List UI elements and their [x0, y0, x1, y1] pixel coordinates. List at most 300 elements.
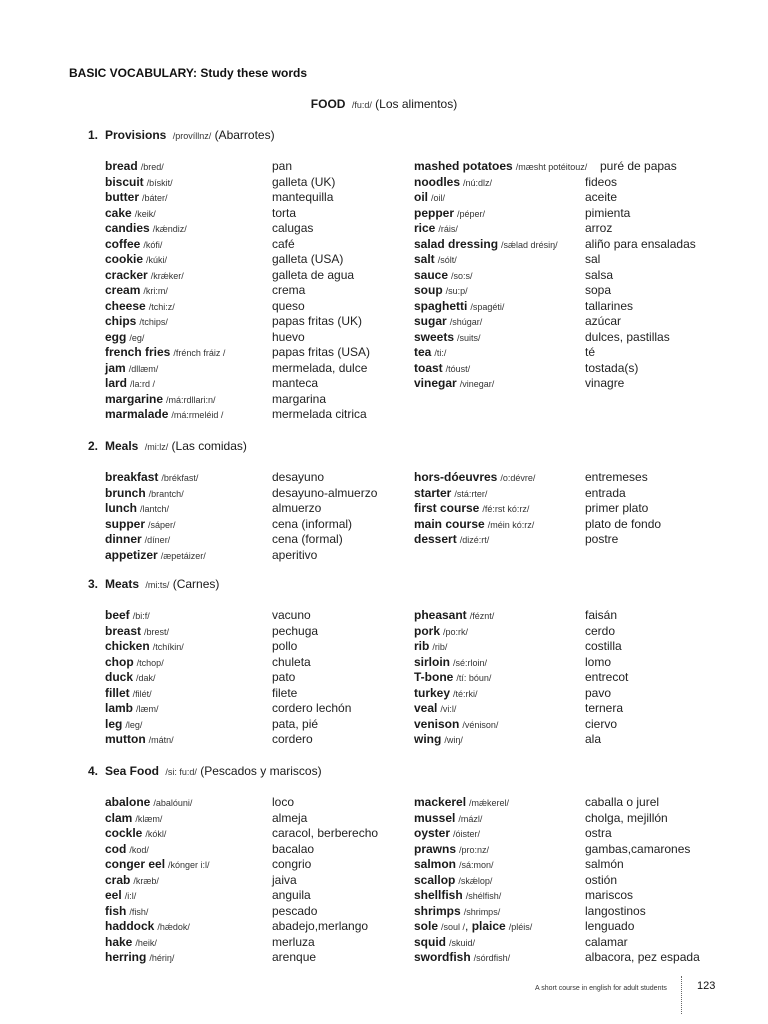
english-term	[105, 268, 184, 285]
spanish-translation: caballa o jurel	[585, 795, 660, 809]
term-word: dinner	[105, 532, 142, 546]
english-term	[105, 376, 155, 393]
spanish-translation: huevo	[272, 329, 305, 344]
term-word: hake	[105, 934, 133, 949]
spanish-translation: tallarines	[585, 298, 634, 313]
vocabulary-row	[0, 283, 768, 299]
spanish-translation: desayuno-almuerzo	[272, 485, 378, 500]
section-heading	[88, 128, 275, 142]
english-term	[105, 361, 158, 378]
term-word: chop	[105, 654, 134, 669]
term-phonetic: /krǽker/	[150, 270, 184, 281]
vocabulary-row	[0, 299, 768, 315]
vocabulary-row	[0, 486, 768, 502]
spanish-translation: galleta (UK)	[272, 174, 336, 189]
spanish-translation: filete	[272, 685, 298, 700]
section-name: Provisions	[105, 128, 167, 142]
term-word: french fries	[105, 345, 171, 359]
spanish-translation: vacuno	[272, 608, 311, 622]
term-phonetic: /i:l/	[124, 891, 137, 901]
english-term	[105, 919, 190, 936]
term-phonetic: /sá:mon/	[459, 860, 494, 870]
spanish-translation: entremeses	[585, 470, 648, 484]
vocabulary-row	[0, 548, 768, 564]
term-word: eel	[105, 888, 122, 902]
term-word: spaghetti	[414, 298, 468, 313]
term-word: herring	[105, 950, 147, 964]
spanish-translation: dulces, pastillas	[585, 329, 670, 344]
term-word: cod	[105, 841, 127, 856]
spanish-translation: mantequilla	[272, 190, 334, 204]
english-term	[105, 330, 144, 347]
term-word: fish	[105, 903, 127, 918]
english-term	[105, 826, 166, 843]
term-phonetic: /shrimps/	[463, 906, 501, 917]
term-phonetic: /vénison/	[462, 719, 499, 730]
term-word: beef	[105, 608, 130, 622]
term-phonetic: /kúki/	[146, 255, 168, 265]
term-phonetic: /kod/	[129, 844, 149, 855]
section-name: Meals	[105, 439, 139, 453]
term-word: sirloin	[414, 654, 451, 669]
term-phonetic: /leg/	[125, 719, 143, 730]
term-word: rib	[414, 639, 430, 653]
english-term	[105, 873, 159, 890]
term-phonetic: /po:rk/	[443, 626, 469, 637]
term-word: lamb	[105, 701, 134, 715]
term-word: main course	[414, 516, 485, 531]
term-word: first course	[414, 501, 480, 515]
spanish-translation: puré de papas	[600, 159, 677, 173]
term-phonetic: /mázl/	[458, 813, 483, 824]
term-word: egg	[105, 329, 127, 344]
section-name: Meats	[105, 577, 140, 591]
term-word: conger eel	[105, 857, 166, 871]
vocabulary-row	[0, 717, 768, 733]
term-phonetic: /kǽndiz/	[152, 224, 187, 234]
term-phonetic: /tchips/	[139, 317, 168, 327]
spanish-translation: mermelada citrica	[272, 407, 367, 421]
term-word: shrimps	[414, 903, 461, 918]
spanish-translation: mermelada, dulce	[272, 360, 368, 375]
term-phonetic: /su:p/	[445, 286, 468, 296]
term-phonetic: /ti:/	[434, 348, 447, 358]
term-phonetic: /læm/	[136, 704, 159, 714]
section-translation: (Abarrotes)	[214, 128, 275, 142]
spanish-translation: faisán	[585, 608, 618, 622]
vocabulary-row	[0, 811, 768, 827]
spanish-translation: pato	[272, 670, 296, 684]
term-phonetic: /má:rmeléid /	[171, 410, 224, 420]
vocabulary-row	[0, 608, 768, 624]
term-phonetic: /eg/	[129, 332, 145, 343]
term-word: margarine	[105, 391, 164, 406]
term-phonetic: /brantch/	[148, 488, 184, 499]
page-title: BASIC VOCABULARY: Study these words	[69, 66, 308, 80]
term-phonetic: /la:rd /	[130, 379, 156, 389]
term-word: lard	[105, 376, 128, 390]
vocabulary-row	[0, 686, 768, 702]
term-word: starter	[414, 485, 452, 500]
english-term	[414, 732, 463, 749]
term-phonetic: /má:rdllari:n/	[166, 394, 216, 405]
english-term	[105, 190, 168, 207]
english-term	[105, 314, 168, 331]
spanish-translation: bacalao	[272, 841, 315, 856]
term-phonetic: /ráis/	[438, 224, 458, 234]
spanish-translation: albacora, pez espada	[585, 950, 700, 964]
term-word: soup	[414, 283, 443, 297]
english-term	[414, 345, 446, 362]
term-word: pepper	[414, 205, 455, 220]
english-term	[105, 532, 170, 549]
spanish-translation: ciervo	[585, 716, 618, 731]
vocabulary-row	[0, 392, 768, 408]
vocabulary-row	[0, 268, 768, 284]
term-word: cream	[105, 283, 141, 297]
vocabulary-table	[0, 470, 768, 563]
spanish-translation: cena (informal)	[272, 516, 353, 531]
vocabulary-row	[0, 701, 768, 717]
section-heading	[88, 577, 219, 591]
spanish-translation: ternera	[585, 701, 624, 715]
term-word: candies	[105, 221, 150, 235]
english-term	[414, 299, 504, 316]
english-term	[414, 376, 494, 393]
vocabulary-row	[0, 670, 768, 686]
term-phonetic: /mátn/	[148, 735, 174, 745]
footer-divider	[681, 976, 682, 1014]
vocabulary-row	[0, 950, 768, 966]
term-phonetic: /spagéti/	[470, 301, 505, 312]
spanish-translation: cerdo	[585, 623, 616, 638]
term-phonetic: /pro:nz/	[459, 844, 490, 855]
english-term	[414, 330, 481, 347]
term-phonetic: /shúgar/	[449, 317, 483, 327]
term-word: sole	[414, 919, 439, 933]
term-word: salad dressing	[414, 236, 499, 251]
spanish-translation: cordero lechón	[272, 701, 352, 715]
english-term	[414, 314, 482, 331]
english-term	[105, 486, 184, 503]
page-number: 123	[697, 980, 716, 992]
english-term	[105, 221, 187, 238]
term-phonetic: /nú:dlz/	[463, 177, 493, 188]
section-translation: (Pescados y mariscos)	[200, 764, 322, 778]
term-phonetic: /brékfast/	[161, 473, 199, 483]
term-phonetic: /tchop/	[136, 657, 164, 668]
term-phonetic: /frénch fráiz /	[173, 348, 226, 358]
term-phonetic: /vi:l/	[440, 704, 457, 714]
english-term	[414, 517, 534, 534]
spanish-translation: ala	[585, 732, 602, 746]
vocabulary-row	[0, 376, 768, 392]
term-word: bread	[105, 159, 138, 173]
term-word: abalone	[105, 795, 151, 809]
spanish-translation: entrada	[585, 485, 626, 500]
english-term	[105, 717, 142, 734]
vocabulary-row	[0, 655, 768, 671]
spanish-translation: vinagre	[585, 376, 625, 390]
term-phonetic-alt: /pléis/	[508, 922, 533, 932]
term-word: cookie	[105, 252, 144, 266]
spanish-translation: ostra	[585, 826, 612, 840]
section-heading	[88, 764, 322, 778]
term-word: jam	[105, 360, 126, 375]
english-term	[105, 811, 162, 828]
spanish-translation: desayuno	[272, 470, 325, 484]
english-term	[414, 624, 468, 641]
spanish-translation: anguila	[272, 888, 311, 902]
english-term	[105, 842, 149, 859]
spanish-translation: fideos	[585, 174, 618, 189]
food-phonetic: /fu:d/	[351, 100, 372, 110]
vocabulary-row	[0, 252, 768, 268]
spanish-translation: primer plato	[585, 501, 649, 515]
term-word: cake	[105, 205, 132, 220]
term-phonetic: /oil/	[431, 193, 446, 203]
term-phonetic: /bi:f/	[132, 611, 150, 621]
spanish-translation: loco	[272, 795, 295, 809]
term-word: mackerel	[414, 795, 467, 809]
term-phonetic: /o:dévre/	[500, 473, 536, 483]
english-term	[414, 655, 487, 672]
term-word: tea	[414, 345, 432, 359]
term-word: biscuit	[105, 174, 144, 189]
english-term	[414, 237, 558, 254]
english-term	[414, 639, 447, 656]
term-word: venison	[414, 716, 460, 731]
term-word: sauce	[414, 267, 449, 282]
term-phonetic: /sólt/	[437, 255, 457, 265]
spanish-translation: jaiva	[272, 872, 297, 887]
spanish-translation: galleta de agua	[272, 267, 355, 282]
term-phonetic: /fish/	[129, 906, 149, 917]
term-phonetic: /sé:rloin/	[453, 657, 488, 668]
term-phonetic: /rib/	[432, 642, 448, 652]
english-term	[414, 175, 492, 192]
english-term	[414, 670, 491, 687]
term-phonetic: /kræb/	[133, 875, 159, 886]
term-word: salmon	[414, 857, 457, 871]
vocabulary-row	[0, 517, 768, 533]
spanish-translation: almeja	[272, 810, 308, 825]
english-term	[105, 517, 176, 534]
english-term	[414, 826, 480, 843]
english-term	[414, 950, 510, 967]
vocabulary-row	[0, 919, 768, 935]
term-word: wing	[414, 732, 442, 746]
term-word: fillet	[105, 685, 130, 700]
vocabulary-row	[0, 904, 768, 920]
food-heading	[0, 97, 768, 111]
term-phonetic: /filét/	[132, 688, 152, 699]
spanish-translation: ostión	[585, 872, 618, 887]
term-word: oyster	[414, 826, 451, 840]
english-term	[414, 221, 458, 238]
vocabulary-row	[0, 501, 768, 517]
term-phonetic: /skuid/	[449, 937, 476, 948]
term-phonetic: /péper/	[457, 208, 486, 219]
spanish-translation: almuerzo	[272, 501, 322, 515]
term-phonetic: /hǽdok/	[157, 922, 190, 932]
term-word: scallop	[414, 872, 456, 887]
english-term	[414, 501, 529, 518]
term-word: mutton	[105, 732, 146, 746]
english-term	[105, 624, 169, 641]
term-word: dessert	[414, 532, 457, 546]
english-term	[105, 237, 162, 254]
spanish-translation: salsa	[585, 267, 614, 282]
vocabulary-row	[0, 470, 768, 486]
english-term	[105, 299, 175, 316]
term-word: clam	[105, 810, 133, 825]
term-word: supper	[105, 516, 146, 531]
spanish-translation: langostinos	[585, 903, 646, 918]
vocabulary-row	[0, 206, 768, 222]
vocabulary-row	[0, 639, 768, 655]
section-phonetic: /províllnz/	[172, 131, 212, 141]
spanish-translation: arenque	[272, 950, 317, 964]
term-word: oil	[414, 190, 428, 204]
spanish-translation: pescado	[272, 903, 318, 918]
section-name: Sea Food	[105, 764, 160, 778]
spanish-translation: pollo	[272, 639, 298, 653]
english-term	[414, 717, 498, 734]
term-word: cockle	[105, 826, 143, 840]
vocabulary-row	[0, 842, 768, 858]
term-word: hors-dóeuvres	[414, 470, 498, 484]
section-number: 3.	[88, 577, 99, 591]
term-phonetic: /vinegar/	[459, 379, 495, 389]
term-phonetic: /kri:m/	[143, 286, 168, 296]
spanish-translation: arroz	[585, 221, 613, 235]
section-heading	[88, 439, 247, 453]
spanish-translation: margarina	[272, 391, 327, 406]
english-term	[414, 888, 501, 905]
english-term: sole /soul /, plaice /pléis/	[414, 919, 533, 933]
term-phonetic: /tóust/	[445, 363, 471, 374]
term-phonetic: /suits/	[457, 332, 481, 343]
term-phonetic: /sáper/	[148, 519, 176, 530]
spanish-translation: salmón	[585, 857, 624, 871]
english-term	[105, 252, 167, 269]
term-phonetic: /brest/	[144, 626, 170, 637]
spanish-translation: caracol, berberecho	[272, 826, 379, 840]
term-phonetic: /kófi/	[143, 239, 163, 250]
vocabulary-row	[0, 314, 768, 330]
term-word: chicken	[105, 639, 150, 653]
term-phonetic: /tchíkin/	[152, 642, 184, 652]
spanish-translation: mariscos	[585, 888, 634, 902]
english-term	[105, 159, 164, 176]
term-phonetic: /tchi:z/	[148, 301, 175, 312]
spanish-translation: aceite	[585, 190, 618, 204]
vocabulary-row	[0, 826, 768, 842]
term-word: toast	[414, 360, 443, 375]
english-term	[105, 732, 174, 749]
english-term	[105, 701, 159, 718]
term-word-alt: plaice	[471, 919, 506, 933]
term-phonetic: /sórdfish/	[473, 953, 511, 963]
spanish-translation: lenguado	[585, 919, 635, 933]
term-word: salt	[414, 252, 435, 266]
section-translation: (Carnes)	[172, 577, 220, 591]
english-term	[414, 608, 494, 625]
english-term	[105, 470, 198, 487]
vocabulary-row	[0, 795, 768, 811]
vocabulary-row	[0, 330, 768, 346]
section-number: 2.	[88, 439, 99, 453]
section-phonetic: /mi:lz/	[144, 442, 169, 452]
english-term	[414, 701, 456, 718]
vocabulary-row	[0, 857, 768, 873]
spanish-translation: aliño para ensaladas	[585, 236, 696, 251]
vocabulary-row	[0, 345, 768, 361]
spanish-translation: crema	[272, 283, 306, 297]
spanish-translation: postre	[585, 532, 619, 546]
term-word: sweets	[414, 329, 455, 344]
vocabulary-table	[0, 159, 768, 423]
term-phonetic: /wiŋ/	[444, 735, 463, 745]
term-phonetic: /dllæm/	[128, 363, 159, 374]
section-phonetic: /si: fu:d/	[165, 767, 197, 777]
spanish-translation: cena (formal)	[272, 532, 343, 546]
term-phonetic: /skǽlop/	[458, 875, 493, 886]
vocabulary-row	[0, 732, 768, 748]
term-phonetic: /kókl/	[145, 829, 167, 839]
term-phonetic: /soul /	[441, 922, 466, 932]
spanish-translation: café	[272, 236, 295, 251]
english-term	[105, 608, 150, 625]
food-translation: (Los alimentos)	[375, 97, 458, 111]
english-term	[105, 283, 168, 300]
english-term	[414, 904, 500, 921]
term-word: shellfish	[414, 888, 463, 902]
vocabulary-table	[0, 608, 768, 748]
spanish-translation: queso	[272, 298, 305, 313]
vocabulary-row	[0, 624, 768, 640]
term-phonetic: /mæsht potéitouz/	[515, 162, 588, 172]
english-term	[414, 532, 489, 549]
spanish-translation: azúcar	[585, 314, 622, 328]
term-word: squid	[414, 934, 446, 949]
vocabulary-row	[0, 532, 768, 548]
spanish-translation: calugas	[272, 221, 314, 235]
term-phonetic: /díner/	[144, 535, 171, 545]
term-phonetic: /abalóuni/	[153, 798, 193, 808]
spanish-translation: manteca	[272, 376, 319, 390]
term-phonetic: /óister/	[453, 829, 481, 839]
term-phonetic: /té:rki/	[453, 688, 478, 699]
term-phonetic: /hériŋ/	[149, 953, 175, 963]
english-term	[414, 268, 473, 285]
english-term	[414, 935, 475, 952]
section-number: 1.	[88, 128, 99, 142]
spanish-translation: abadejo,merlango	[272, 919, 369, 933]
term-word: vinegar	[414, 376, 457, 390]
food-word: FOOD	[310, 97, 346, 111]
term-word: cracker	[105, 267, 148, 282]
spanish-translation: pechuga	[272, 623, 319, 638]
english-term	[105, 904, 148, 921]
spanish-translation: pavo	[585, 685, 612, 700]
english-term	[105, 345, 225, 362]
english-term	[105, 206, 156, 223]
term-phonetic: /tí: bóun/	[456, 673, 492, 683]
term-phonetic: /bískit/	[146, 177, 173, 188]
spanish-translation: gambas,camarones	[585, 841, 691, 856]
